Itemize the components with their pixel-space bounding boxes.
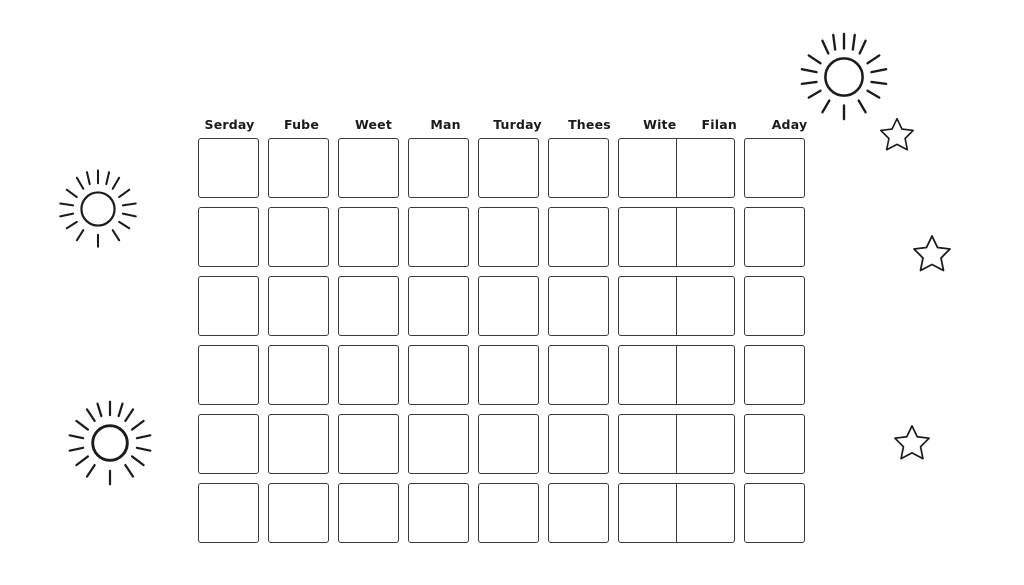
cell-spacer	[329, 138, 338, 198]
sun-icon	[795, 28, 893, 126]
cell-spacer	[399, 483, 408, 543]
calendar-cell[interactable]	[548, 414, 609, 474]
calendar-cell[interactable]	[198, 483, 259, 543]
calendar-week-row	[198, 414, 821, 474]
calendar-week-row	[198, 138, 821, 198]
calendar-cell[interactable]	[744, 345, 805, 405]
cell-spacer	[259, 483, 268, 543]
calendar-cell[interactable]	[408, 138, 469, 198]
day-header-man: Man	[430, 116, 461, 132]
day-header-filan: Filan	[701, 116, 737, 132]
calendar-cell[interactable]	[478, 345, 539, 405]
calendar-cell[interactable]	[338, 414, 399, 474]
calendar-cell[interactable]	[198, 138, 259, 198]
cell-spacer	[329, 414, 338, 474]
calendar-cell[interactable]	[408, 345, 469, 405]
calendar-cell[interactable]	[744, 276, 805, 336]
cell-spacer	[735, 414, 744, 474]
day-header-thees: Thees	[568, 116, 611, 132]
calendar-cell[interactable]	[478, 276, 539, 336]
cell-spacer	[329, 276, 338, 336]
calendar-cell[interactable]	[548, 345, 609, 405]
calendar-week-row	[198, 483, 821, 543]
calendar-week-row	[198, 276, 821, 336]
calendar-cell-half[interactable]	[677, 484, 734, 542]
calendar-cell[interactable]	[338, 345, 399, 405]
day-header-split-group	[630, 117, 749, 132]
star-icon	[879, 116, 915, 152]
calendar-cell[interactable]	[478, 483, 539, 543]
cell-spacer	[399, 207, 408, 267]
day-header-weet: Weet	[354, 116, 393, 132]
calendar-cell[interactable]	[744, 138, 805, 198]
calendar-cell[interactable]	[478, 414, 539, 474]
cell-spacer	[609, 414, 618, 474]
calendar-cell[interactable]	[408, 207, 469, 267]
calendar-cell-half[interactable]	[677, 139, 734, 197]
cell-spacer	[735, 207, 744, 267]
calendar-cell[interactable]	[548, 138, 609, 198]
calendar-cell-split[interactable]	[618, 483, 735, 543]
calendar-cell[interactable]	[744, 414, 805, 474]
calendar-cell-half[interactable]	[619, 346, 677, 404]
calendar-cell[interactable]	[268, 138, 329, 198]
calendar-cell[interactable]	[744, 207, 805, 267]
sun-icon	[52, 163, 144, 255]
cell-spacer	[399, 414, 408, 474]
calendar-cell[interactable]	[268, 345, 329, 405]
cell-spacer	[399, 138, 408, 198]
calendar-cell[interactable]	[408, 483, 469, 543]
sun-icon	[62, 395, 158, 491]
cell-spacer	[469, 138, 478, 198]
cell-spacer	[609, 276, 618, 336]
cell-spacer	[259, 276, 268, 336]
calendar-cell-half[interactable]	[677, 415, 734, 473]
day-header-fube: Fube	[283, 116, 320, 132]
cell-spacer	[539, 276, 548, 336]
calendar-cell-half[interactable]	[677, 277, 734, 335]
calendar-cell[interactable]	[408, 276, 469, 336]
star-icon	[893, 423, 931, 461]
cell-spacer	[259, 345, 268, 405]
calendar-week-row	[198, 345, 821, 405]
calendar-cell[interactable]	[338, 138, 399, 198]
cell-spacer	[399, 276, 408, 336]
cell-spacer	[609, 483, 618, 543]
calendar-cell[interactable]	[548, 207, 609, 267]
calendar-cell[interactable]	[478, 207, 539, 267]
calendar-cell[interactable]	[268, 207, 329, 267]
star-icon	[912, 233, 952, 273]
calendar-cell[interactable]	[338, 276, 399, 336]
day-header-wite: Wite	[643, 116, 677, 132]
calendar-cell[interactable]	[268, 483, 329, 543]
calendar-cell[interactable]	[198, 345, 259, 405]
cell-spacer	[539, 207, 548, 267]
cell-spacer	[469, 276, 478, 336]
calendar-header-row	[198, 110, 821, 138]
cell-spacer	[609, 207, 618, 267]
calendar-cell-split[interactable]	[618, 345, 735, 405]
cell-spacer	[259, 138, 268, 198]
cell-spacer	[469, 414, 478, 474]
calendar-grid	[198, 110, 821, 552]
calendar-cell-half[interactable]	[619, 208, 677, 266]
cell-spacer	[329, 483, 338, 543]
cell-spacer	[735, 276, 744, 336]
day-header-serday: Serday	[204, 116, 255, 132]
cell-spacer	[259, 207, 268, 267]
cell-spacer	[469, 345, 478, 405]
calendar-cell-half[interactable]	[619, 277, 677, 335]
cell-spacer	[735, 483, 744, 543]
cell-spacer	[329, 207, 338, 267]
cell-spacer	[329, 345, 338, 405]
cell-spacer	[609, 345, 618, 405]
calendar-cell-split[interactable]	[618, 276, 735, 336]
calendar-cell-split[interactable]	[618, 207, 735, 267]
calendar-cell-split[interactable]	[618, 138, 735, 198]
calendar-cell[interactable]	[548, 276, 609, 336]
calendar-cell-half[interactable]	[619, 139, 677, 197]
cell-spacer	[539, 414, 548, 474]
calendar-cell-half[interactable]	[677, 208, 734, 266]
calendar-cell[interactable]	[198, 276, 259, 336]
calendar-cell-half[interactable]	[677, 346, 734, 404]
day-header-aday: Aday	[771, 116, 808, 132]
cell-spacer	[469, 483, 478, 543]
cell-spacer	[399, 345, 408, 405]
cell-spacer	[539, 138, 548, 198]
calendar-cell-half[interactable]	[619, 484, 677, 542]
cell-spacer	[539, 345, 548, 405]
cell-spacer	[539, 483, 548, 543]
calendar-cell[interactable]	[268, 276, 329, 336]
calendar-cell[interactable]	[338, 483, 399, 543]
cell-spacer	[469, 207, 478, 267]
calendar-week-row	[198, 207, 821, 267]
calendar-cell[interactable]	[744, 483, 805, 543]
calendar-cell[interactable]	[268, 414, 329, 474]
cell-spacer	[735, 345, 744, 405]
calendar-cell[interactable]	[198, 207, 259, 267]
calendar-cell-half[interactable]	[619, 415, 677, 473]
day-header-turday: Turday	[493, 116, 542, 132]
calendar-cell[interactable]	[198, 414, 259, 474]
calendar-cell[interactable]	[408, 414, 469, 474]
calendar-cell[interactable]	[548, 483, 609, 543]
calendar-cell[interactable]	[338, 207, 399, 267]
cell-spacer	[735, 138, 744, 198]
cell-spacer	[259, 414, 268, 474]
calendar-cell[interactable]	[478, 138, 539, 198]
cell-spacer	[609, 138, 618, 198]
calendar-cell-split[interactable]	[618, 414, 735, 474]
